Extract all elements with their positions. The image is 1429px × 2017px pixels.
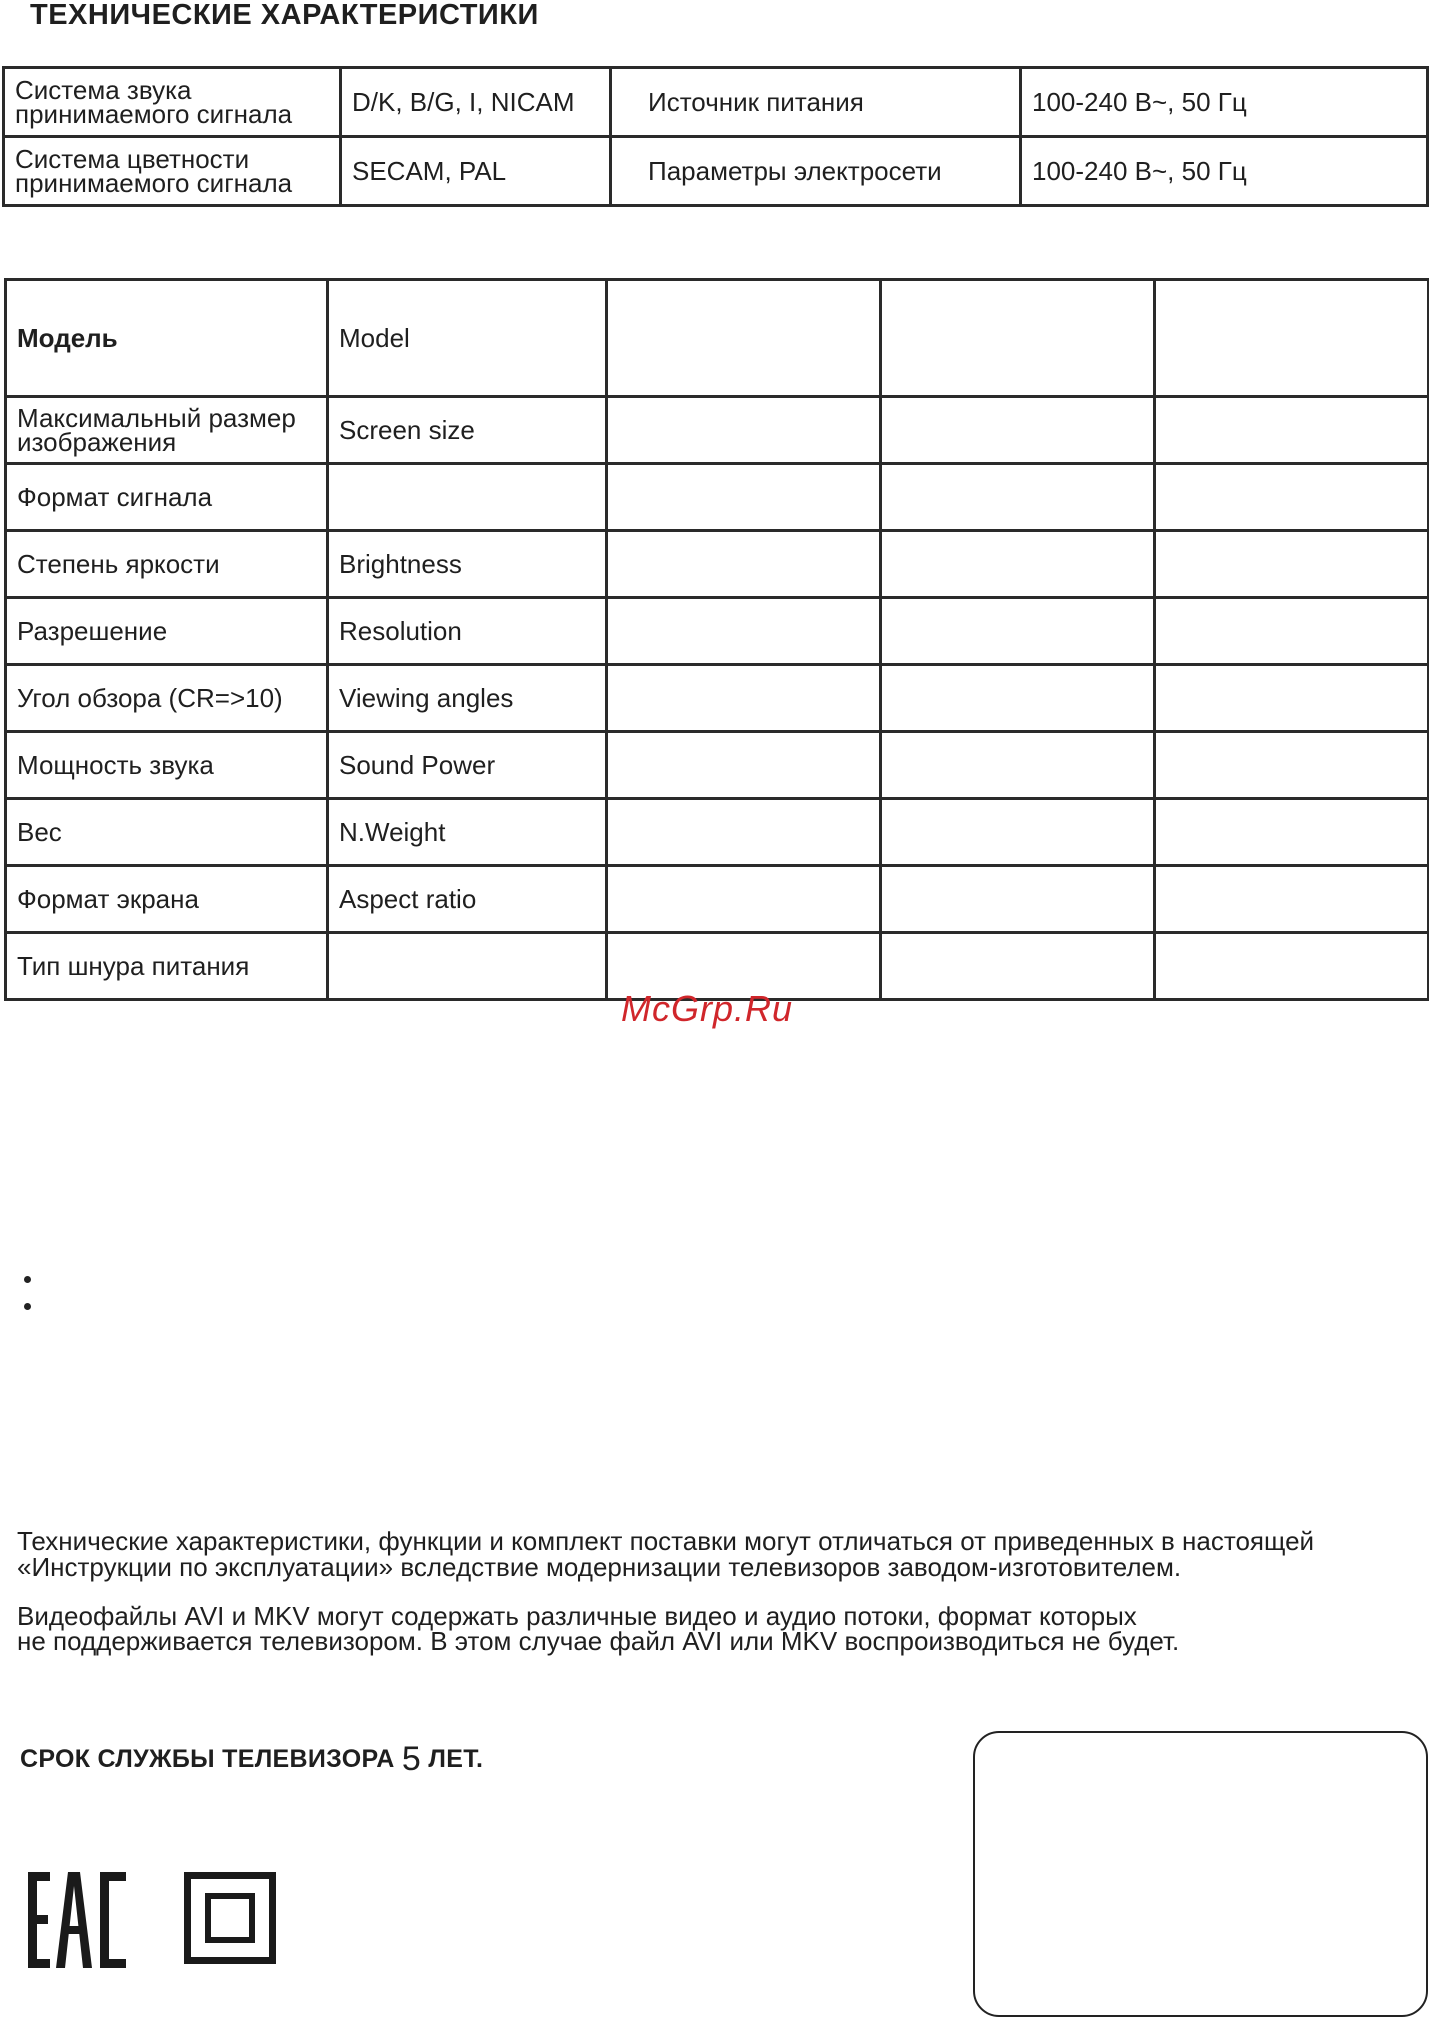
table-cell (881, 799, 1155, 866)
note-line: Видеофайлы AVI и MKV могут содержать различные видео и аудио потоки, формат которых (17, 1601, 1137, 1631)
table-cell (881, 397, 1155, 464)
table-cell (607, 598, 881, 665)
table-cell: Resolution (328, 598, 607, 665)
table-cell: Параметры электросети (611, 137, 1021, 206)
table-cell (1155, 665, 1429, 732)
table-cell (328, 464, 607, 531)
table-row (6, 799, 1429, 866)
service-life-prefix: СРОК СЛУЖБЫ ТЕЛЕВИЗОРА (20, 1745, 395, 1773)
table-cell: Модель (6, 280, 328, 397)
table-row (6, 732, 1429, 799)
table-cell (607, 866, 881, 933)
table-cell: Model (328, 280, 607, 397)
table-cell (881, 280, 1155, 397)
table-row (4, 68, 1428, 137)
table-cell: Вес (6, 799, 328, 866)
table-cell: Мощность звука (6, 732, 328, 799)
table-cell: D/K, B/G, I, NICAM (341, 68, 611, 137)
table-cell (607, 732, 881, 799)
table-cell (881, 732, 1155, 799)
table-cell: Разрешение (6, 598, 328, 665)
table-cell: Система звука принимаемого сигнала (4, 68, 341, 137)
service-life-years: 5 (401, 1740, 422, 1778)
table-cell (607, 665, 881, 732)
table-cell (607, 397, 881, 464)
table-cell: 100-240 В~, 50 Гц (1021, 68, 1428, 137)
table-row (6, 531, 1429, 598)
table-cell: Sound Power (328, 732, 607, 799)
table-cell (607, 464, 881, 531)
table-row (4, 137, 1428, 206)
table-row (6, 464, 1429, 531)
table-cell (1155, 866, 1429, 933)
table-cell: Тип шнура питания (6, 933, 328, 1000)
table-cell (1155, 397, 1429, 464)
table-cell: Максимальный размер изображения (6, 397, 328, 464)
table-cell: Формат экрана (6, 866, 328, 933)
table-cell (881, 464, 1155, 531)
table-cell: Aspect ratio (328, 866, 607, 933)
stamp-box (973, 1731, 1428, 2017)
bullet-point (24, 1276, 31, 1283)
table-cell: Формат сигнала (6, 464, 328, 531)
table-cell (607, 799, 881, 866)
watermark: McGrp.Ru (621, 988, 794, 1029)
table-cell: Viewing angles (328, 665, 607, 732)
page-title: ТЕХНИЧЕСКИЕ ХАРАКТЕРИСТИКИ (30, 0, 539, 31)
table-cell (1155, 464, 1429, 531)
table-cell (1155, 732, 1429, 799)
table-cell (1155, 598, 1429, 665)
model-specs-table (4, 278, 1429, 1001)
top-specs-table (2, 66, 1429, 207)
table-cell (607, 531, 881, 598)
table-cell (881, 866, 1155, 933)
table-cell: Степень яркости (6, 531, 328, 598)
double-insulation-icon (184, 1872, 276, 1964)
table-cell (1155, 280, 1429, 397)
table-cell (881, 598, 1155, 665)
note-line: не поддерживается телевизором. В этом случае файл AVI или MKV воспроизводиться не будет. (17, 1626, 1180, 1656)
service-life-suffix: ЛЕТ. (428, 1745, 484, 1773)
table-row (6, 280, 1429, 397)
table-cell: Screen size (328, 397, 607, 464)
table-cell (328, 933, 607, 1000)
table-cell (1155, 799, 1429, 866)
service-life (20, 1740, 483, 1779)
table-cell: Система цветности принимаемого сигнала (4, 137, 341, 206)
table-cell: SECAM, PAL (341, 137, 611, 206)
note-line: «Инструкции по эксплуатации» вследствие модернизации телевизоров заводом-изготовителем. (17, 1552, 1182, 1582)
table-cell (1155, 933, 1429, 1000)
table-cell: Brightness (328, 531, 607, 598)
table-cell: Угол обзора (CR=>10) (6, 665, 328, 732)
table-row (6, 866, 1429, 933)
table-cell (881, 531, 1155, 598)
table-cell (881, 665, 1155, 732)
table-cell (881, 933, 1155, 1000)
table-cell (607, 280, 881, 397)
table-row (6, 598, 1429, 665)
table-cell: 100-240 В~, 50 Гц (1021, 137, 1428, 206)
table-cell: N.Weight (328, 799, 607, 866)
table-cell (1155, 531, 1429, 598)
table-row (6, 397, 1429, 464)
eac-mark-icon (28, 1872, 128, 1968)
bullet-point (24, 1303, 31, 1310)
table-row (6, 665, 1429, 732)
table-cell: Источник питания (611, 68, 1021, 137)
note-line: Технические характеристики, функции и комплект поставки могут отличаться от приведенных в настоящей (17, 1526, 1315, 1556)
